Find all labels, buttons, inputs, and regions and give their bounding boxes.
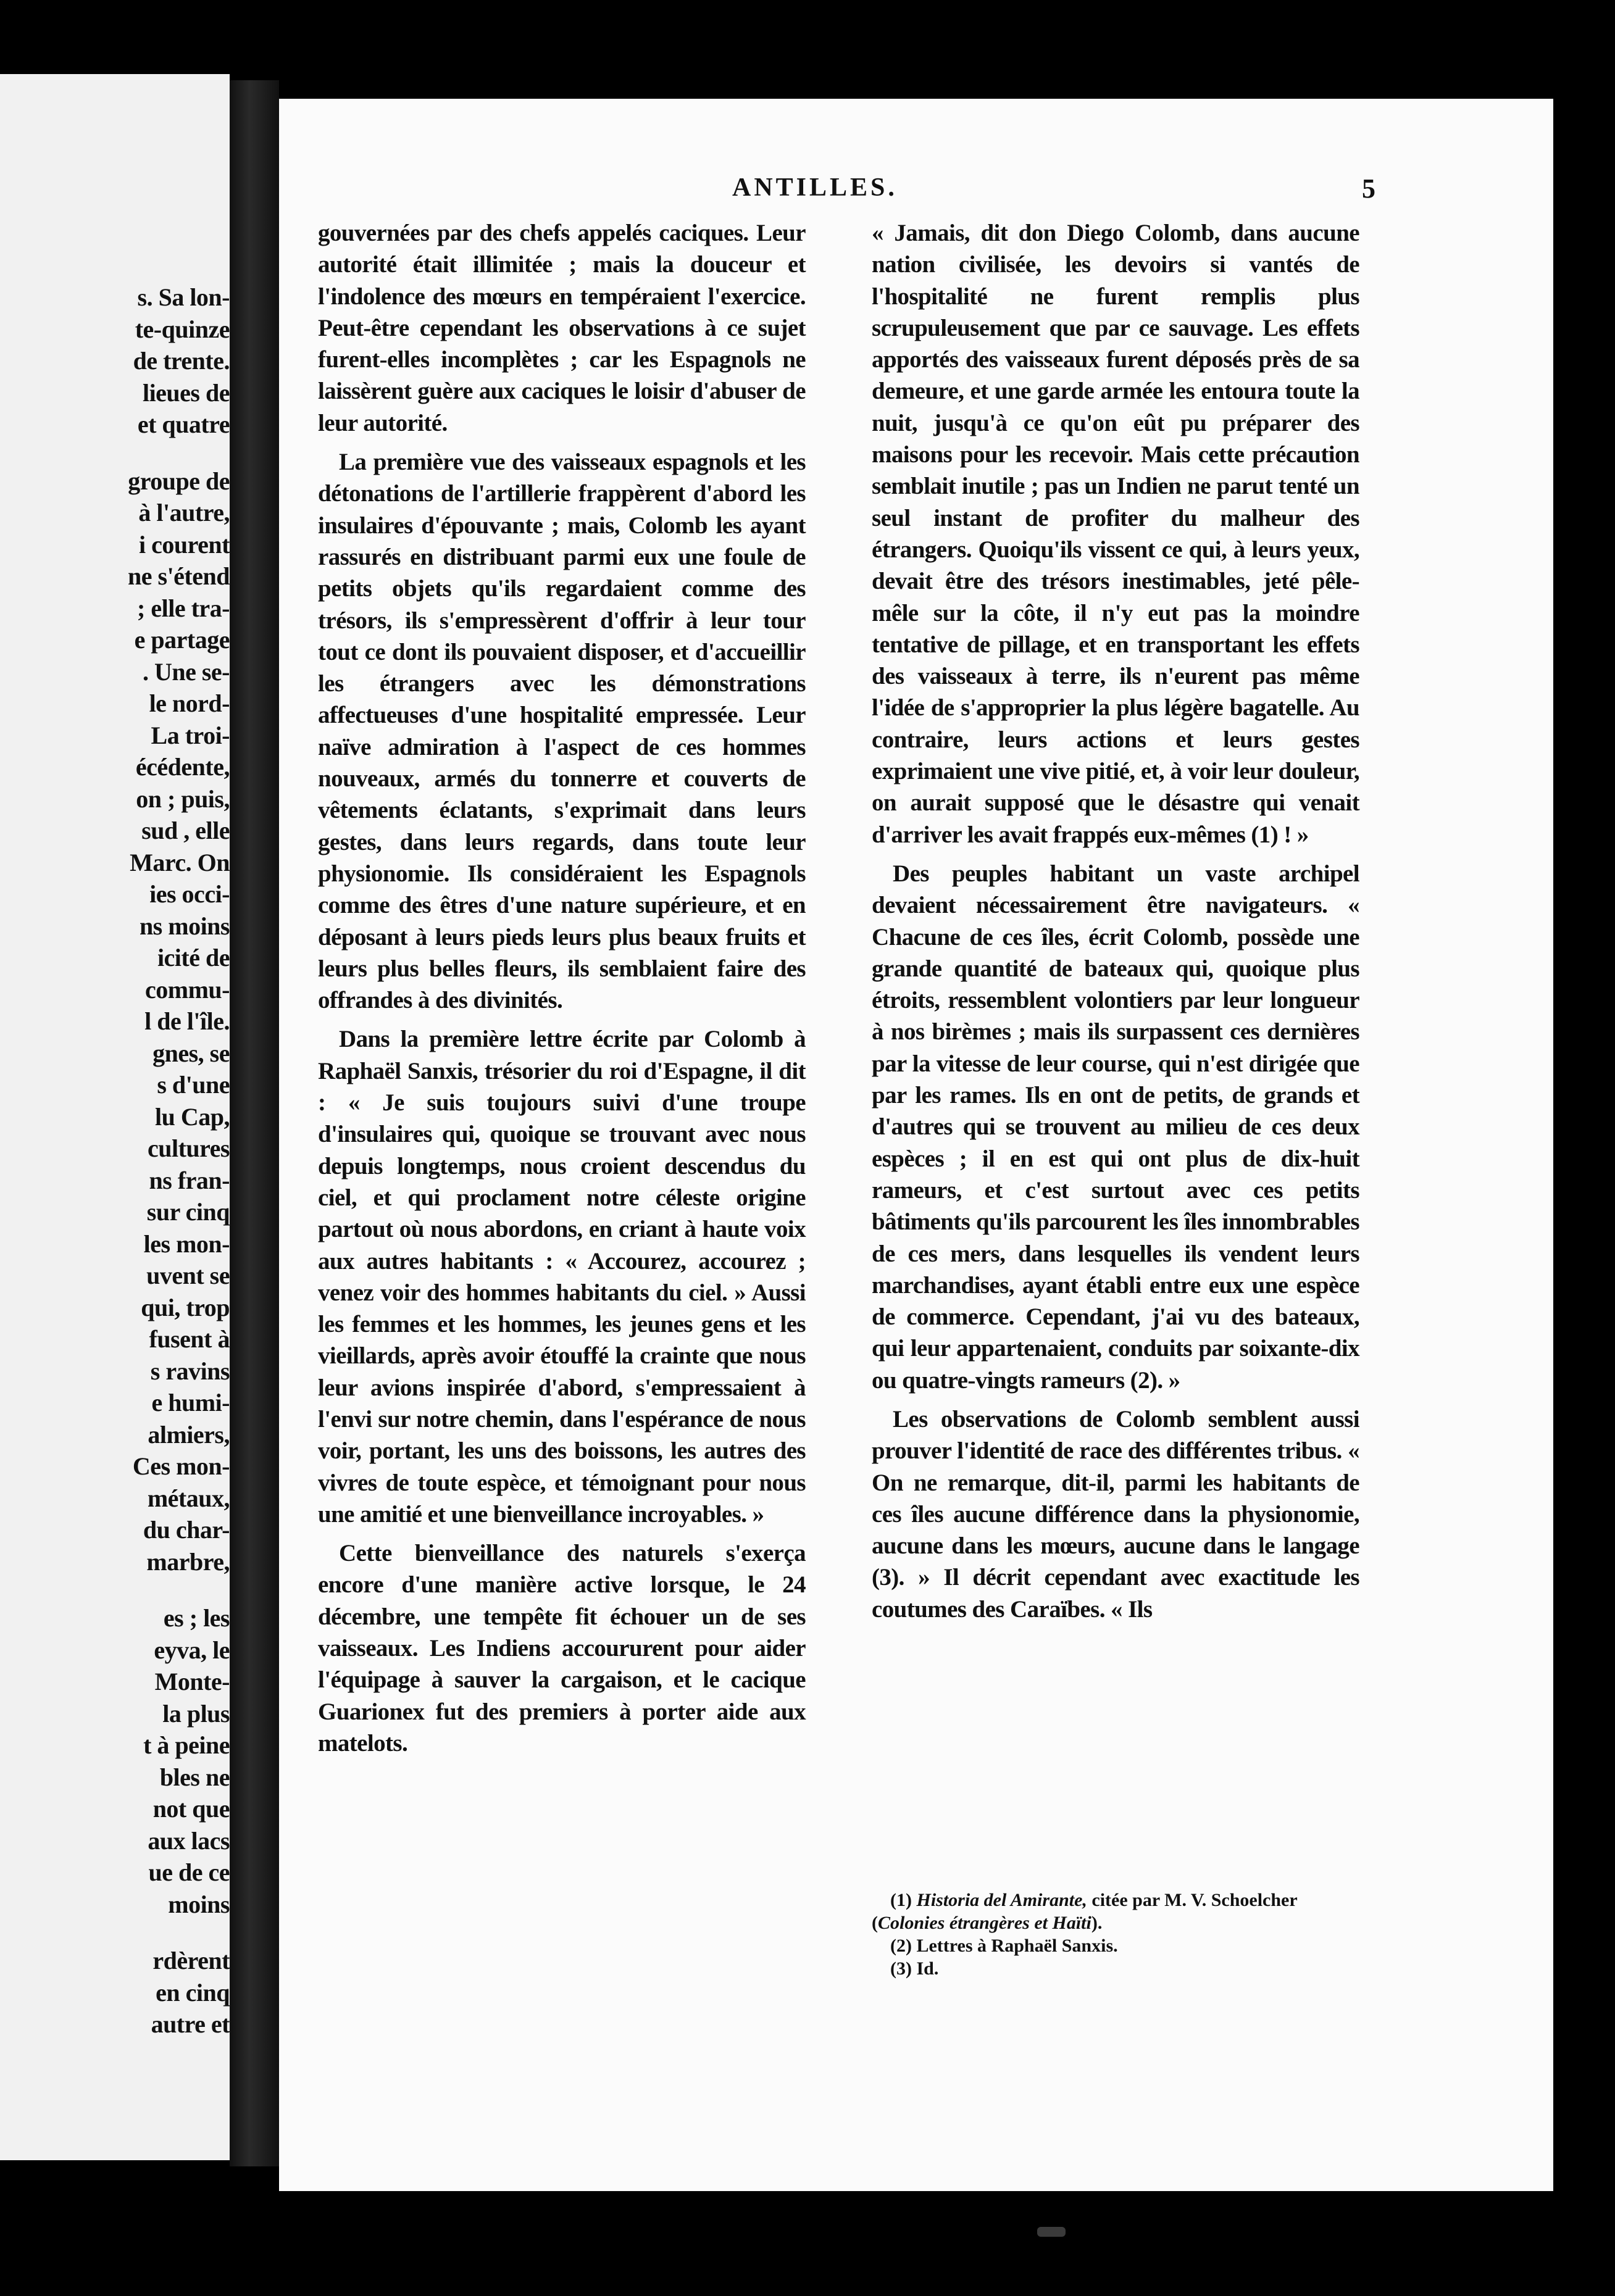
footnote-1: (1) Historia del Amirante, citée par M. V. Schoelcher (Colonies étrangères et Haïti). [872, 1890, 1298, 1933]
previous-page-line: en cinq [156, 1978, 230, 2007]
previous-page-line: du char- [143, 1516, 230, 1544]
previous-page-line: Marc. On [130, 848, 230, 876]
previous-page-line: i courent [139, 530, 230, 559]
previous-page-line: autre et [151, 2010, 230, 2038]
running-head: ANTILLES. [732, 173, 898, 202]
previous-page-line: les mon- [143, 1229, 230, 1258]
previous-page-line: not que [152, 1795, 230, 1823]
previous-page-line: sud , elle [141, 817, 230, 844]
previous-page-line: gnes, se [152, 1039, 230, 1067]
previous-page-line: uvent se [146, 1262, 230, 1289]
previous-page-line: es ; les [163, 1604, 230, 1632]
previous-page-line: ne s'étend [128, 562, 230, 590]
previous-page-line: lu Cap, [155, 1102, 230, 1131]
previous-page-line: e humi- [151, 1389, 230, 1416]
previous-page-line: et quatre [137, 410, 230, 438]
right-column [872, 217, 1359, 1633]
previous-page-line: la plus [162, 1699, 230, 1728]
previous-page-line: s. Sa lon- [137, 283, 230, 311]
page-number: 5 [1362, 173, 1375, 204]
previous-page-line: e partage [134, 626, 230, 654]
previous-page-line: eyva, le [154, 1636, 230, 1664]
left-column [318, 217, 806, 1766]
paragraph: Dans la première lettre écrite par Colomb à Raphaël Sanxis, trésorier du roi d'Espagne, il dit : « Je suis toujours suivi d'une troupe d'insulaires qui, quoique se trouvant avec nous depuis longtemps, nous croient descendus du ciel, et qui proclament notre céleste origine partout où nous abordons, en criant à haute voix aux autres habitants : « Accourez, accourez ; venez voir des hommes habitants du ciel. » Aussi les femmes et les hommes, les jeunes gens et les vieillards, après avoir étouffé la crainte que nous leur avions inspirée d'abord, s'empressaient à l'envi sur notre chemin, dans l'espérance de nous voir, portant, les uns des boissons, les autres des vivres de toute espèce, et témoignant pour nous une amitié et une bienveillance incroyables. » [318, 1026, 806, 1528]
previous-page-line: ue de ce [148, 1858, 230, 1886]
previous-page-line: fusent à [149, 1325, 230, 1353]
previous-page-line: le nord- [149, 689, 230, 717]
previous-page-line [128, 1920, 230, 1945]
paragraph: Cette bienveillance des naturels s'exerça encore d'une manière active lorsque, le 24 décembre, une tempête fit échouer un de ses vaisseaux. Les Indiens accoururent pour aider l'équipage à sauver la cargaison, et le cacique Guarionex fut des premiers à porter aide aux matelots. [318, 1540, 806, 1757]
footnote-2: (2) Lettres à Raphaël Sanxis. [890, 1936, 1118, 1956]
previous-page-line: icité de [157, 944, 230, 971]
book-gutter [230, 80, 279, 2166]
previous-page-line: almiers, [148, 1420, 230, 1449]
previous-page-line: cultures [147, 1134, 230, 1162]
bottom-ornament [1037, 2227, 1066, 2237]
footnote-3: (3) Id. [890, 1958, 939, 1979]
previous-page-line: s ravins [150, 1357, 230, 1385]
previous-page-line: groupe de [128, 467, 230, 495]
paragraph: Des peuples habitant un vaste archipel devaient nécessairement être navigateurs. « Chacune de ces îles, écrit Colomb, possède une grande quantité de bateaux qui, quoique plus étroits, ressemblent volontiers par leur longueur à nos birèmes ; mais ils surpassent ces dernières par la vitesse de leur course, qui n'est dirigée que par les rames. Ils en ont de petits, de grands et d'autres qui se trouvent au milieu de ces deux espèces ; il en est qui ont plus de dix-huit rameurs, et c'est surtout avec ces petits bâtiments qu'ils parcourent les îles innombrables de ces mers, dans lesquelles ils vendent leurs marchandises, ayant établi entre eux une espèce de commerce. Cependant, j'ai vu des bateaux, qui leur appartenaient, conduits par soixante-dix ou quatre-vingts rameurs (2). » [872, 860, 1359, 1394]
paragraph: gouvernées par des chefs appelés caciques. Leur autorité était illimitée ; mais la douceur et l'indolence des mœurs en tempéraient l'exercice. Peut-être cependant les observations à ce sujet furent-elles incomplètes ; car les Espagnols ne laissèrent guère aux caciques le loisir d'abuser de leur autorité. [318, 220, 806, 436]
previous-page-line: on ; puis, [136, 784, 230, 813]
previous-page-text [128, 281, 230, 2040]
paragraph: La première vue des vaisseaux espagnols et les détonations de l'artillerie frappèrent d'abord les insulaires d'épouvante ; mais, Colomb les ayant rassurés en distribuant parmi eux une foule de petits objets qu'ils regardaient comme des trésors, ils s'empressèrent d'offrir à leur tour tout ce dont ils pouvaient disposer, et d'accueillir les étrangers avec les démonstrations affectueuses d'une hospitalité empressée. Leur naïve admiration à l'aspect de ces hommes nouveaux, armés du tonnerre et couverts de vêtements éclatants, s'exprimait dans leurs gestes, dans leurs regards, dans toute leur physionomie. Ils considéraient les Espagnols comme des êtres d'une nature supérieure, et en déposant à leurs pieds leurs plus beaux fruits et leurs plus belles fleurs, ils semblaient faire des offrandes à des divinités. [318, 449, 806, 1014]
previous-page-line: te-quinze [135, 315, 230, 343]
previous-page-line: de trente. [133, 347, 230, 375]
previous-page-line: aux lacs [148, 1826, 230, 1855]
previous-page-line: métaux, [147, 1484, 230, 1512]
previous-page-line: lieues de [142, 378, 230, 407]
previous-page-line: s d'une [157, 1071, 230, 1099]
previous-page-line: commu- [145, 975, 230, 1004]
footnote-1-title: Historia del Amirante, [916, 1890, 1087, 1910]
previous-page-line: rdèrent [152, 1947, 230, 1974]
previous-page-line: ns fran- [149, 1166, 230, 1194]
previous-page-line: marbre, [146, 1547, 230, 1576]
previous-page-line: t à peine [143, 1731, 230, 1759]
previous-page-line: Ces mon- [132, 1452, 230, 1480]
previous-page-line: sur cinq [146, 1198, 230, 1226]
previous-page-line: moins [168, 1890, 230, 1918]
previous-page-line: à l'autre, [138, 499, 230, 526]
previous-page-line: bles ne [159, 1763, 230, 1791]
previous-page-line: ; elle tra- [137, 594, 230, 622]
footnote-1-work: Colonies étrangères et Haïti [878, 1913, 1091, 1933]
previous-page-line: Monte- [154, 1668, 230, 1695]
paragraph: « Jamais, dit don Diego Colomb, dans aucune nation civilisée, les devoirs si vantés de l'hospitalité ne furent remplis plus scrupuleusement que par ce sauvage. Les effets apportés des vaisseaux furent déposés près de sa demeure, et une garde armée les entoura toute la nuit, jusqu'à ce qu'on eût pu préparer des maisons pour les recevoir. Mais cette précaution semblait inutile ; pas un Indien ne parut tenté un seul instant de profiter du malheur des étrangers. Quoiqu'ils vissent ce qui, à leurs yeux, devait être des trésors inestimables, jeté pêle-mêle sur la côte, il n'y eut pas la moindre tentative de pillage, et en transportant les effets des vaisseaux à terre, ils n'eurent pas même l'idée de s'approprier la plus légère bagatelle. Au contraire, leurs actions et leurs gestes exprimaient une vive pitié, et, à voir leur douleur, on aurait supposé que le désastre qui venait d'arriver les avait frappés eux-mêmes (1) ! » [872, 220, 1359, 848]
previous-page-line: l de l'île. [144, 1007, 230, 1035]
previous-page-line: . Une se- [142, 657, 230, 686]
previous-page-line: La troi- [151, 721, 230, 749]
previous-page-line: ns moins [139, 912, 230, 940]
previous-page-line: ies occi- [149, 880, 230, 908]
previous-page-line: écédente, [135, 753, 230, 781]
footnotes [872, 1889, 1359, 1980]
previous-page-line [128, 441, 230, 465]
previous-page-strip [0, 74, 230, 2160]
previous-page-line: qui, trop [141, 1293, 230, 1321]
paragraph: Les observations de Colomb semblent aussi prouver l'identité de race des différentes tribus. « On ne remarque, dit-il, parmi les habitants de ces îles aucune différence dans la physionomie, aucune dans les mœurs, aucune dans le langage (3). » Il décrit cependant avec exactitude les coutumes des Caraïbes. « Ils [872, 1405, 1359, 1623]
previous-page-line [128, 1578, 230, 1602]
